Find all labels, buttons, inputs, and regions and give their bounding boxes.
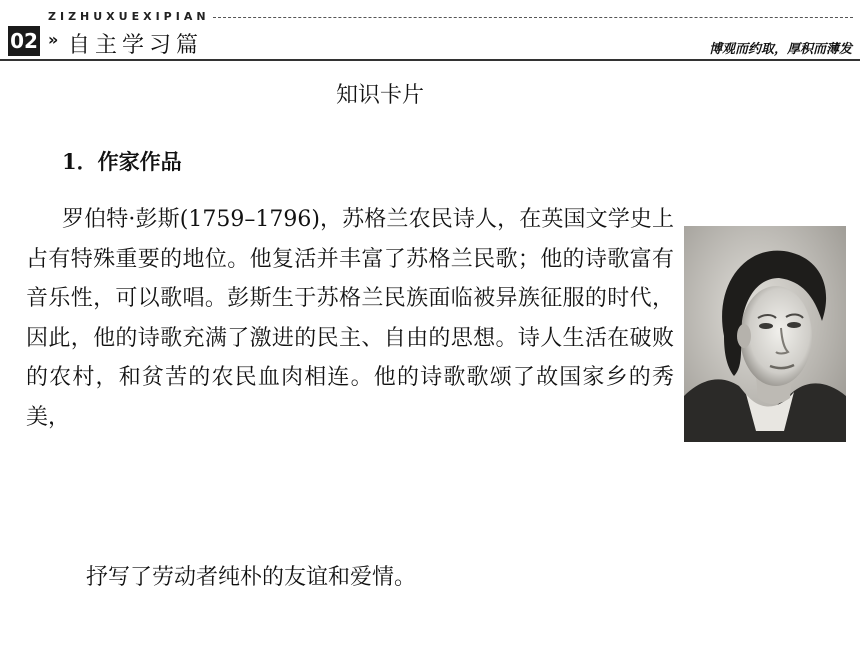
author-introduction-continuation: 抒写了劳动者纯朴的友谊和爱情。 [86, 565, 417, 590]
header-dashed-divider [213, 17, 853, 18]
section-pinyin: ZIZHUXUEXIPIAN [48, 10, 210, 23]
section-title: 自主学习篇 [68, 33, 204, 58]
header-motto: 博观而约取，厚积而薄发 [708, 42, 852, 57]
chevron-right-icon: » [48, 30, 59, 49]
author-introduction-paragraph: 罗伯特·彭斯(1759–1796)，苏格兰农民诗人，在英国文学史上占有特殊重要的地位。他复活并丰富了苏格兰民歌；他的诗歌富有音乐性，可以歌唱。彭斯生于苏格兰民族面临被异族征服的时代，因此，他的诗歌充满了激进的民主、自由的思想。诗人生活在破败的农村，和贫苦的农民血肉相连。他的诗歌歌颂了故国家乡的秀美， [26, 207, 674, 430]
section-number-badge: 02 [8, 26, 40, 56]
card-title: 知识卡片 [335, 83, 424, 108]
header-rule [0, 59, 860, 61]
slide-header [0, 0, 860, 62]
subheading-author-works: 1．作家作品 [62, 149, 182, 174]
portrait-image [684, 226, 846, 442]
portrait-of-robert-burns-icon [684, 226, 846, 442]
